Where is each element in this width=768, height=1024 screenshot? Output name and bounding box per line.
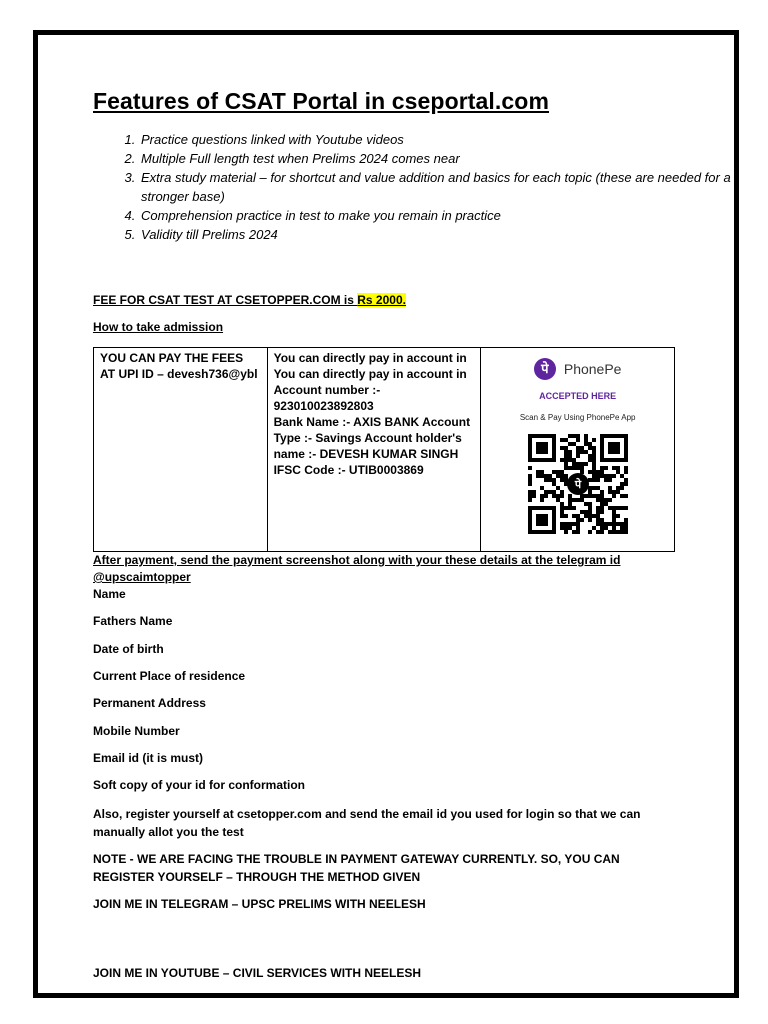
fee-amount: Rs 2000. xyxy=(357,293,406,307)
qr-module xyxy=(616,490,620,494)
qr-module xyxy=(528,490,532,494)
qr-module xyxy=(596,486,600,490)
feature-item: 2. Multiple Full length test when Prelims 2024 comes near xyxy=(139,149,739,168)
gateway-note: NOTE - WE ARE FACING THE TROUBLE IN PAYMENT GATEWAY CURRENTLY. SO, YOU CAN REGISTER YOURSELF – THROUGH THE METHOD GIVEN xyxy=(93,852,620,884)
qr-module xyxy=(580,510,584,514)
qr-finder xyxy=(536,442,548,454)
qr-module xyxy=(596,506,600,510)
qr-module xyxy=(556,498,560,502)
qr-module xyxy=(556,470,560,474)
phonepe-name: PhonePe xyxy=(563,361,622,377)
qr-module xyxy=(560,478,564,482)
qr-module xyxy=(612,474,616,478)
qr-module xyxy=(560,438,564,442)
qr-module xyxy=(616,486,620,490)
qr-module xyxy=(572,442,576,446)
qr-module xyxy=(600,470,604,474)
qr-module xyxy=(596,470,600,474)
qr-module xyxy=(612,514,616,518)
qr-module xyxy=(588,502,592,506)
qr-module xyxy=(560,490,564,494)
qr-module xyxy=(604,474,608,478)
qr-module xyxy=(596,478,600,482)
qr-module xyxy=(624,466,628,470)
qr-module xyxy=(564,522,568,526)
qr-module xyxy=(564,474,568,478)
qr-module xyxy=(588,490,592,494)
qr-module xyxy=(576,438,580,442)
qr-module xyxy=(624,494,628,498)
admission-heading: How to take admission xyxy=(93,320,224,334)
qr-module xyxy=(564,514,568,518)
qr-module xyxy=(540,470,544,474)
qr-module xyxy=(600,510,604,514)
qr-module xyxy=(552,478,556,482)
upi-cell: YOU CAN PAY THE FEES AT UPI ID – devesh736@ybl xyxy=(94,348,268,552)
qr-module xyxy=(544,490,548,494)
qr-module xyxy=(536,470,540,474)
qr-module xyxy=(588,446,592,450)
qr-module xyxy=(564,438,568,442)
qr-module xyxy=(540,474,544,478)
qr-module xyxy=(588,458,592,462)
qr-module xyxy=(532,494,536,498)
qr-module xyxy=(612,522,616,526)
phonepe-cell xyxy=(481,348,675,552)
qr-module xyxy=(552,470,556,474)
qr-module xyxy=(592,478,596,482)
qr-module xyxy=(568,450,572,454)
qr-module xyxy=(568,466,572,470)
qr-module xyxy=(572,514,576,518)
qr-module xyxy=(604,522,608,526)
qr-module xyxy=(624,526,628,530)
qr-module xyxy=(596,530,600,534)
qr-module xyxy=(600,474,604,478)
qr-module xyxy=(580,498,584,502)
qr-module xyxy=(620,486,624,490)
qr-module xyxy=(592,474,596,478)
qr-module xyxy=(576,514,580,518)
qr-module xyxy=(624,482,628,486)
qr-module xyxy=(612,494,616,498)
qr-module xyxy=(624,506,628,510)
qr-module xyxy=(624,478,628,482)
qr-module xyxy=(572,462,576,466)
qr-module xyxy=(588,514,592,518)
qr-module xyxy=(576,434,580,438)
qr-module xyxy=(552,482,556,486)
qr-module xyxy=(616,506,620,510)
qr-module xyxy=(592,514,596,518)
qr-module xyxy=(544,474,548,478)
qr-module xyxy=(600,494,604,498)
youtube-line: JOIN ME IN YOUTUBE – CIVIL SERVICES WITH NEELESH xyxy=(93,966,422,980)
qr-module xyxy=(528,478,532,482)
qr-module xyxy=(608,522,612,526)
qr-module xyxy=(560,470,564,474)
qr-finder xyxy=(608,442,620,454)
qr-module xyxy=(600,522,604,526)
qr-module xyxy=(548,474,552,478)
qr-module xyxy=(572,506,576,510)
phonepe-header xyxy=(487,358,668,380)
qr-module xyxy=(620,474,624,478)
qr-module xyxy=(560,522,564,526)
scan-pay-label: Scan & Pay Using PhonePe App xyxy=(519,413,636,422)
qr-module xyxy=(596,474,600,478)
qr-module xyxy=(588,506,592,510)
qr-module xyxy=(592,466,596,470)
qr-module xyxy=(560,494,564,498)
qr-module xyxy=(528,474,532,478)
qr-module xyxy=(580,446,584,450)
fee-text: FEE FOR CSAT TEST AT CSETOPPER.COM is xyxy=(93,293,358,307)
qr-module xyxy=(564,466,568,470)
field-current-residence: Current Place of residence xyxy=(93,669,246,683)
qr-module xyxy=(568,458,572,462)
qr-module xyxy=(576,466,580,470)
qr-module xyxy=(560,446,564,450)
feature-item: 5. Validity till Prelims 2024 xyxy=(139,225,739,244)
qr-module xyxy=(556,494,560,498)
payment-table xyxy=(93,347,675,552)
qr-module xyxy=(576,450,580,454)
qr-module xyxy=(528,482,532,486)
qr-module xyxy=(532,490,536,494)
qr-module xyxy=(572,530,576,534)
qr-module xyxy=(592,458,596,462)
qr-module xyxy=(560,474,564,478)
field-mobile-number: Mobile Number xyxy=(93,724,180,738)
qr-module xyxy=(608,486,612,490)
qr-module xyxy=(540,498,544,502)
qr-module xyxy=(528,498,532,502)
qr-module xyxy=(616,530,620,534)
qr-module xyxy=(592,486,596,490)
account-line: You can directly pay in account in Account number :- 923010023892803 xyxy=(273,367,467,413)
qr-module xyxy=(572,434,576,438)
qr-module xyxy=(568,434,572,438)
qr-module xyxy=(588,454,592,458)
page-title: Features of CSAT Portal in cseportal.com xyxy=(93,88,550,114)
qr-module xyxy=(552,490,556,494)
qr-module xyxy=(588,442,592,446)
qr-module xyxy=(576,498,580,502)
register-note: Also, register yourself at csetopper.com and send the email id you used for login so that we can manually allot you the test xyxy=(93,807,641,839)
qr-module xyxy=(600,530,604,534)
field-email-id: Email id (it is must) xyxy=(93,751,204,765)
qr-module xyxy=(528,494,532,498)
qr-module xyxy=(556,486,560,490)
qr-module xyxy=(596,522,600,526)
accepted-here-label: ACCEPTED HERE xyxy=(539,391,617,401)
qr-module xyxy=(568,506,572,510)
qr-module xyxy=(592,462,596,466)
qr-module xyxy=(584,494,588,498)
qr-module xyxy=(624,518,628,522)
qr-module xyxy=(584,442,588,446)
qr-module xyxy=(624,470,628,474)
qr-module xyxy=(600,466,604,470)
feature-item: 1. Practice questions linked with Youtube videos xyxy=(139,130,739,149)
qr-module xyxy=(564,454,568,458)
qr-module xyxy=(556,474,560,478)
qr-module xyxy=(612,490,616,494)
qr-module xyxy=(600,490,604,494)
feature-item: 4. Comprehension practice in test to make you remain in practice xyxy=(139,206,739,225)
qr-module xyxy=(584,450,588,454)
qr-module xyxy=(624,522,628,526)
qr-module xyxy=(620,522,624,526)
qr-module xyxy=(584,514,588,518)
qr-module xyxy=(620,526,624,530)
qr-code-icon xyxy=(525,434,631,534)
qr-module xyxy=(596,510,600,514)
qr-module xyxy=(580,518,584,522)
qr-module xyxy=(584,510,588,514)
qr-module xyxy=(604,478,608,482)
phonepe-logo-icon: पे xyxy=(534,358,556,380)
qr-module xyxy=(608,490,612,494)
qr-module xyxy=(564,450,568,454)
qr-module xyxy=(572,522,576,526)
account-line: Bank Name :- AXIS BANK Account Type :- Savings Account holder's name :- DEVESH KUMAR SINGH xyxy=(273,415,471,461)
qr-module xyxy=(620,506,624,510)
qr-module xyxy=(592,446,596,450)
qr-module xyxy=(584,462,588,466)
field-permanent-address: Permanent Address xyxy=(93,696,206,710)
qr-module xyxy=(612,510,616,514)
features-list xyxy=(93,130,739,244)
qr-module xyxy=(560,514,564,518)
qr-module xyxy=(612,506,616,510)
qr-module xyxy=(584,434,588,438)
qr-module xyxy=(568,522,572,526)
qr-module xyxy=(604,498,608,502)
qr-module xyxy=(588,510,592,514)
qr-module xyxy=(600,502,604,506)
qr-module xyxy=(576,454,580,458)
qr-module xyxy=(560,506,564,510)
qr-finder xyxy=(536,514,548,526)
qr-module xyxy=(536,474,540,478)
field-id-copy: Soft copy of your id for conformation xyxy=(93,778,305,792)
qr-module xyxy=(568,498,572,502)
qr-module xyxy=(564,530,568,534)
qr-module xyxy=(560,526,564,530)
qr-module xyxy=(540,486,544,490)
qr-module xyxy=(588,518,592,522)
qr-module xyxy=(576,530,580,534)
qr-module xyxy=(548,490,552,494)
qr-module xyxy=(600,526,604,530)
qr-module xyxy=(576,446,580,450)
qr-module xyxy=(616,514,620,518)
account-line: You can directly pay in account in xyxy=(273,351,467,365)
qr-module xyxy=(528,466,532,470)
qr-module xyxy=(612,530,616,534)
qr-module xyxy=(600,518,604,522)
qr-module xyxy=(612,466,616,470)
qr-module xyxy=(552,494,556,498)
qr-module xyxy=(564,506,568,510)
qr-module xyxy=(616,470,620,474)
qr-module xyxy=(592,454,596,458)
qr-module xyxy=(600,498,604,502)
qr-module xyxy=(588,530,592,534)
qr-module xyxy=(596,498,600,502)
qr-module xyxy=(604,466,608,470)
qr-module xyxy=(568,454,572,458)
qr-module xyxy=(576,462,580,466)
qr-module xyxy=(592,450,596,454)
field-name: Name xyxy=(93,587,126,601)
qr-module xyxy=(608,498,612,502)
qr-center-glyph: पे xyxy=(574,478,581,491)
qr-module xyxy=(608,506,612,510)
qr-module xyxy=(560,502,564,506)
qr-module xyxy=(608,478,612,482)
qr-module xyxy=(584,438,588,442)
qr-module xyxy=(588,494,592,498)
qr-module xyxy=(576,526,580,530)
qr-module xyxy=(600,506,604,510)
qr-module xyxy=(564,446,568,450)
qr-module xyxy=(560,510,564,514)
fee-line xyxy=(93,293,406,307)
qr-module xyxy=(572,466,576,470)
qr-module xyxy=(592,494,596,498)
field-fathers-name: Fathers Name xyxy=(93,614,173,628)
telegram-line: JOIN ME IN TELEGRAM – UPSC PRELIMS WITH NEELESH xyxy=(93,897,426,911)
qr-module xyxy=(540,494,544,498)
qr-code-graphic xyxy=(525,434,631,534)
qr-module xyxy=(592,526,596,530)
account-line: IFSC Code :- UTIB0003869 xyxy=(273,463,424,477)
qr-module xyxy=(608,530,612,534)
qr-module xyxy=(604,502,608,506)
qr-module xyxy=(568,526,572,530)
qr-module xyxy=(544,494,548,498)
after-payment-instructions: After payment, send the payment screenshot along with your these details at the telegram id @upscaimtopper xyxy=(93,553,621,584)
qr-module xyxy=(596,518,600,522)
qr-module xyxy=(584,502,588,506)
qr-module xyxy=(576,522,580,526)
qr-module xyxy=(616,466,620,470)
qr-module xyxy=(572,458,576,462)
qr-module xyxy=(564,526,568,530)
qr-module xyxy=(576,518,580,522)
qr-module xyxy=(568,442,572,446)
qr-module xyxy=(608,474,612,478)
qr-module xyxy=(568,502,572,506)
feature-item: 3. Extra study material – for shortcut and value addition and basics for each topic (these are needed for a stronger base) xyxy=(139,168,739,206)
qr-module xyxy=(620,530,624,534)
qr-module xyxy=(616,522,620,526)
qr-module xyxy=(564,462,568,466)
qr-module xyxy=(604,526,608,530)
qr-module xyxy=(596,514,600,518)
qr-module xyxy=(580,462,584,466)
account-cell xyxy=(267,348,481,552)
qr-module xyxy=(588,470,592,474)
qr-module xyxy=(580,450,584,454)
qr-module xyxy=(596,494,600,498)
qr-module xyxy=(580,466,584,470)
qr-module xyxy=(620,482,624,486)
qr-module xyxy=(624,530,628,534)
qr-module xyxy=(592,438,596,442)
qr-module xyxy=(560,458,564,462)
qr-module xyxy=(620,494,624,498)
qr-module xyxy=(548,478,552,482)
qr-module xyxy=(544,478,548,482)
qr-module xyxy=(568,494,572,498)
qr-module xyxy=(572,498,576,502)
field-date-of-birth: Date of birth xyxy=(93,642,164,656)
qr-module xyxy=(564,458,568,462)
qr-module xyxy=(592,470,596,474)
qr-module xyxy=(612,526,616,530)
qr-module xyxy=(612,518,616,522)
